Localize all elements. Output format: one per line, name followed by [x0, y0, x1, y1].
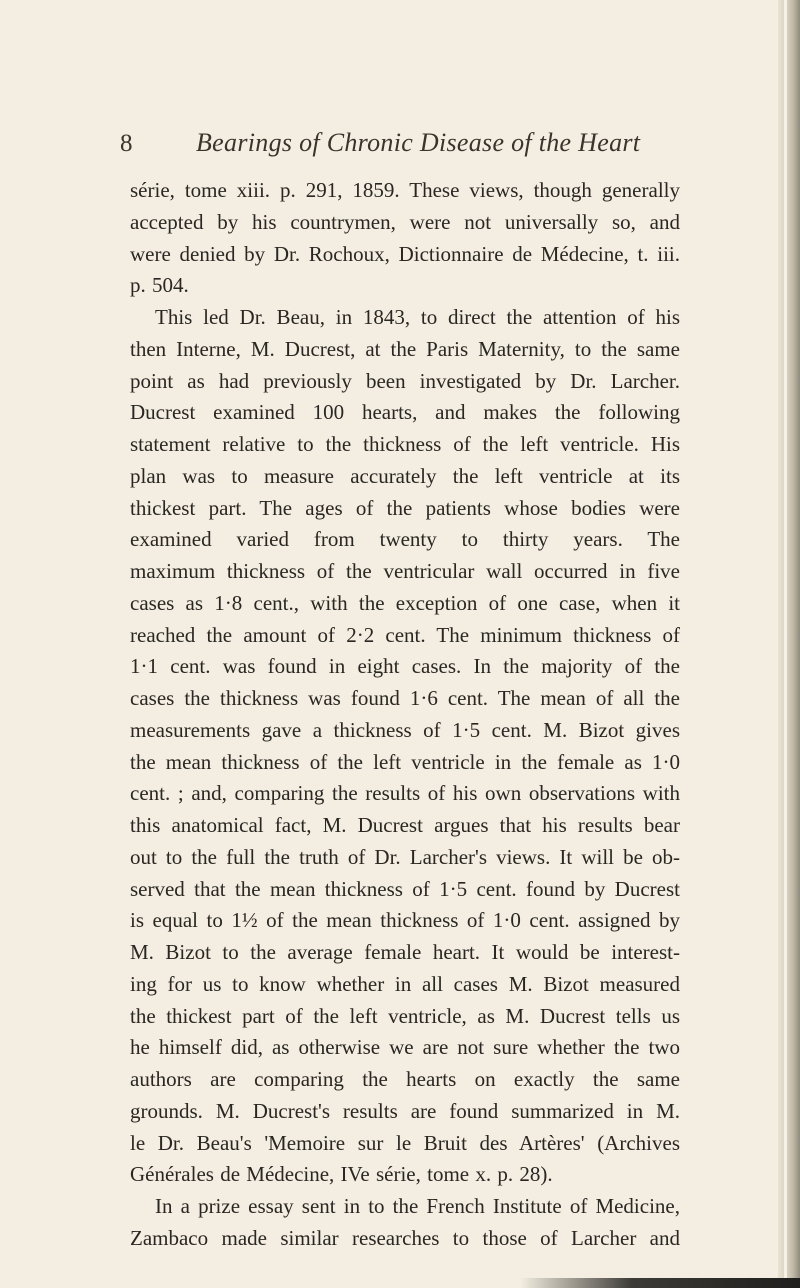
text-line: Générales de Médecine, IVe série, tome x. p. 28).	[130, 1162, 553, 1187]
text-line: the mean thickness of the left ventricle in the female as 1·0	[130, 749, 680, 774]
text-line: accepted by his countrymen, were not universally so, and	[130, 209, 680, 234]
text-line: cent. ; and, comparing the results of his own observations with	[130, 781, 680, 806]
text-line: Ducrest examined 100 hearts, and makes the following	[130, 400, 680, 425]
text-line: maximum thickness of the ventricular wall occurred in five	[130, 559, 680, 583]
text-line: In a prize essay sent in to the French Institute of Medicine,	[155, 1194, 680, 1218]
text-line: point as had previously been investigated by Dr. Larcher.	[130, 368, 680, 393]
text-line: p. 504.	[130, 273, 189, 298]
text-line: plan was to measure accurately the left ventricle at its	[130, 463, 680, 488]
text-line: authors are comparing the hearts on exactly the same	[130, 1067, 680, 1091]
text-line: ing for us to know whether in all cases M. Bizot measured	[130, 971, 680, 996]
text-line: out to the full the truth of Dr. Larcher's views. It will be ob-	[130, 844, 680, 869]
text-line: cases the thickness was found 1·6 cent. The mean of all the	[130, 686, 680, 710]
text-line: examined varied from twenty to thirty years. The	[130, 527, 680, 552]
text-line: measurements gave a thickness of 1·5 cent. M. Bizot gives	[130, 717, 680, 742]
text-line: this anatomical fact, M. Ducrest argues that his results bear	[130, 813, 680, 837]
text-line: le Dr. Beau's 'Memoire sur le Bruit des Artères' (Archives	[130, 1130, 680, 1155]
text-line: 1·1 cent. was found in eight cases. In the majority of the	[130, 654, 680, 679]
text-line: served that the mean thickness of 1·5 cent. found by Ducrest	[130, 876, 680, 901]
page-header	[120, 128, 680, 168]
text-line: grounds. M. Ducrest's results are found summarized in M.	[130, 1098, 680, 1123]
text-line: M. Bizot to the average female heart. It would be interest-	[130, 940, 680, 964]
page-number: 8	[120, 130, 133, 157]
text-line: statement relative to the thickness of the left ventricle. His	[130, 432, 680, 456]
text-line: reached the amount of 2·2 cent. The minimum thickness of	[130, 622, 680, 647]
text-line: série, tome xiii. p. 291, 1859. These views, though generally	[130, 178, 680, 202]
running-title: Bearings of Chronic Disease of the Heart	[196, 128, 641, 157]
bottom-shadow	[520, 1278, 800, 1288]
text-line: Zambaco made similar researches to those of Larcher and	[130, 1225, 680, 1250]
text-line: cases as 1·8 cent., with the exception of one case, when it	[130, 590, 680, 615]
text-line: then Interne, M. Ducrest, at the Paris Maternity, to the same	[130, 336, 680, 361]
text-line: is equal to 1½ of the mean thickness of 1·0 cent. assigned by	[130, 908, 680, 933]
body-text	[130, 175, 680, 1255]
text-line: were denied by Dr. Rochoux, Dictionnaire de Médecine, t. iii.	[130, 241, 680, 266]
page-edge	[778, 0, 800, 1288]
text-line: This led Dr. Beau, in 1843, to direct the attention of his	[155, 305, 680, 329]
text-line: the thickest part of the left ventricle, as M. Ducrest tells us	[130, 1003, 680, 1028]
text-line: thickest part. The ages of the patients whose bodies were	[130, 495, 680, 520]
text-line: he himself did, as otherwise we are not sure whether the two	[130, 1035, 680, 1060]
